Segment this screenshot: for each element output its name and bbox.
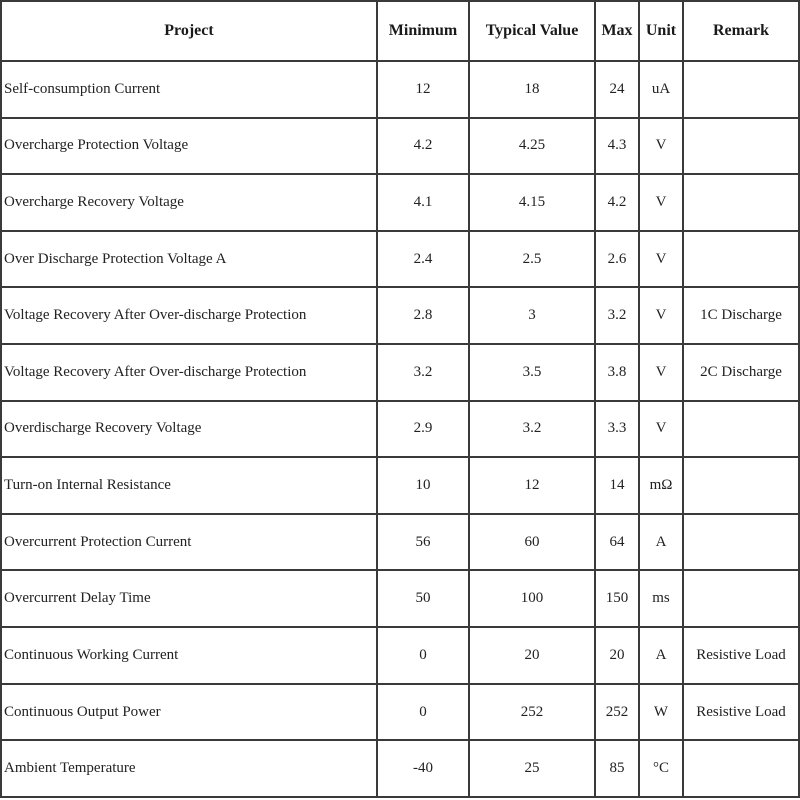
cell-typical-value: 100 bbox=[469, 570, 595, 627]
header-minimum: Minimum bbox=[377, 1, 469, 61]
cell-minimum: 10 bbox=[377, 457, 469, 514]
table-row bbox=[1, 514, 799, 571]
cell-max: 252 bbox=[595, 684, 639, 741]
cell-remark bbox=[683, 401, 799, 458]
cell-minimum: 12 bbox=[377, 61, 469, 118]
cell-unit: V bbox=[639, 174, 683, 231]
cell-minimum: 3.2 bbox=[377, 344, 469, 401]
cell-remark bbox=[683, 231, 799, 288]
cell-unit: °C bbox=[639, 740, 683, 797]
cell-project: Voltage Recovery After Over-discharge Protection bbox=[1, 344, 377, 401]
cell-typical-value: 18 bbox=[469, 61, 595, 118]
cell-project: Overcharge Protection Voltage bbox=[1, 118, 377, 175]
cell-unit: V bbox=[639, 287, 683, 344]
cell-minimum: 4.2 bbox=[377, 118, 469, 175]
cell-remark bbox=[683, 740, 799, 797]
cell-minimum: 50 bbox=[377, 570, 469, 627]
cell-unit: V bbox=[639, 118, 683, 175]
cell-minimum: 56 bbox=[377, 514, 469, 571]
header-row bbox=[1, 1, 799, 61]
cell-unit: V bbox=[639, 401, 683, 458]
header-max: Max bbox=[595, 1, 639, 61]
cell-remark: 1C Discharge bbox=[683, 287, 799, 344]
header-remark: Remark bbox=[683, 1, 799, 61]
cell-max: 3.2 bbox=[595, 287, 639, 344]
cell-typical-value: 3.2 bbox=[469, 401, 595, 458]
cell-project: Ambient Temperature bbox=[1, 740, 377, 797]
cell-max: 2.6 bbox=[595, 231, 639, 288]
cell-unit: uA bbox=[639, 61, 683, 118]
cell-unit: mΩ bbox=[639, 457, 683, 514]
cell-minimum: 2.4 bbox=[377, 231, 469, 288]
cell-unit: W bbox=[639, 684, 683, 741]
table-row bbox=[1, 174, 799, 231]
cell-project: Voltage Recovery After Over-discharge Protection bbox=[1, 287, 377, 344]
cell-unit: V bbox=[639, 344, 683, 401]
cell-typical-value: 4.25 bbox=[469, 118, 595, 175]
header-unit: Unit bbox=[639, 1, 683, 61]
cell-project: Overcharge Recovery Voltage bbox=[1, 174, 377, 231]
cell-remark: Resistive Load bbox=[683, 627, 799, 684]
cell-remark bbox=[683, 174, 799, 231]
cell-remark: 2C Discharge bbox=[683, 344, 799, 401]
table-row bbox=[1, 401, 799, 458]
cell-max: 150 bbox=[595, 570, 639, 627]
cell-project: Turn-on Internal Resistance bbox=[1, 457, 377, 514]
cell-remark: Resistive Load bbox=[683, 684, 799, 741]
cell-max: 85 bbox=[595, 740, 639, 797]
table-row bbox=[1, 457, 799, 514]
cell-max: 3.8 bbox=[595, 344, 639, 401]
cell-typical-value: 3.5 bbox=[469, 344, 595, 401]
cell-remark bbox=[683, 118, 799, 175]
cell-minimum: 0 bbox=[377, 627, 469, 684]
cell-typical-value: 25 bbox=[469, 740, 595, 797]
cell-max: 14 bbox=[595, 457, 639, 514]
cell-remark bbox=[683, 457, 799, 514]
cell-typical-value: 60 bbox=[469, 514, 595, 571]
cell-project: Overcurrent Protection Current bbox=[1, 514, 377, 571]
cell-unit: ms bbox=[639, 570, 683, 627]
cell-remark bbox=[683, 514, 799, 571]
cell-minimum: 2.9 bbox=[377, 401, 469, 458]
header-project: Project bbox=[1, 1, 377, 61]
cell-max: 64 bbox=[595, 514, 639, 571]
cell-project: Over Discharge Protection Voltage A bbox=[1, 231, 377, 288]
table-row bbox=[1, 61, 799, 118]
cell-minimum: -40 bbox=[377, 740, 469, 797]
cell-unit: A bbox=[639, 627, 683, 684]
table-row bbox=[1, 344, 799, 401]
table-row bbox=[1, 684, 799, 741]
cell-minimum: 0 bbox=[377, 684, 469, 741]
cell-max: 3.3 bbox=[595, 401, 639, 458]
cell-project: Overcurrent Delay Time bbox=[1, 570, 377, 627]
cell-typical-value: 252 bbox=[469, 684, 595, 741]
cell-unit: A bbox=[639, 514, 683, 571]
cell-max: 20 bbox=[595, 627, 639, 684]
cell-typical-value: 12 bbox=[469, 457, 595, 514]
cell-max: 24 bbox=[595, 61, 639, 118]
cell-typical-value: 20 bbox=[469, 627, 595, 684]
table-row bbox=[1, 740, 799, 797]
cell-minimum: 4.1 bbox=[377, 174, 469, 231]
table-row bbox=[1, 570, 799, 627]
cell-remark bbox=[683, 61, 799, 118]
table-body bbox=[1, 61, 799, 797]
cell-unit: V bbox=[639, 231, 683, 288]
cell-typical-value: 4.15 bbox=[469, 174, 595, 231]
cell-max: 4.2 bbox=[595, 174, 639, 231]
cell-minimum: 2.8 bbox=[377, 287, 469, 344]
cell-project: Self-consumption Current bbox=[1, 61, 377, 118]
header-typical-value: Typical Value bbox=[469, 1, 595, 61]
cell-project: Continuous Working Current bbox=[1, 627, 377, 684]
table-row bbox=[1, 627, 799, 684]
table-row bbox=[1, 231, 799, 288]
table-row bbox=[1, 287, 799, 344]
table-row bbox=[1, 118, 799, 175]
cell-project: Continuous Output Power bbox=[1, 684, 377, 741]
cell-typical-value: 2.5 bbox=[469, 231, 595, 288]
cell-project: Overdischarge Recovery Voltage bbox=[1, 401, 377, 458]
cell-typical-value: 3 bbox=[469, 287, 595, 344]
cell-max: 4.3 bbox=[595, 118, 639, 175]
cell-remark bbox=[683, 570, 799, 627]
